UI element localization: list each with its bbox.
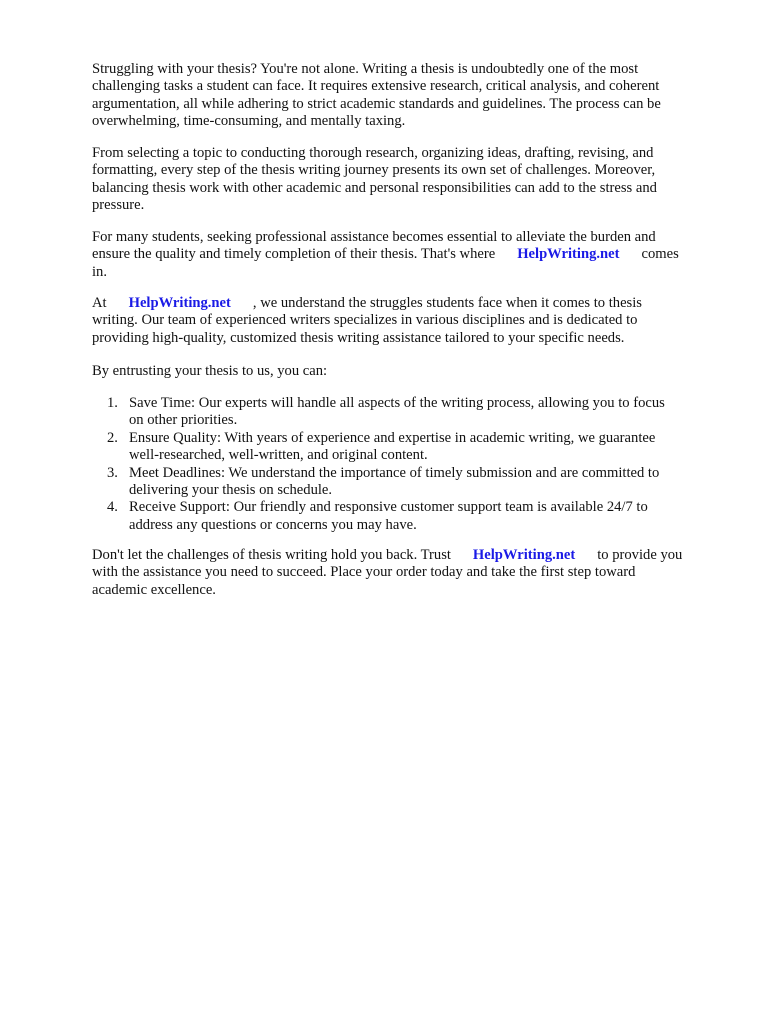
list-number: 4. [107,499,118,516]
list-item [92,499,732,534]
text-line [92,295,732,312]
list-number: 1. [107,395,118,411]
text-line: pressure. [92,197,145,214]
list-item [92,395,732,430]
closing-paragraph [92,547,732,599]
text-segment: comes [641,246,679,263]
text-line: argumentation, all while adhering to strict academic standards and guidelines. The process can be [92,95,661,112]
text-line: Receive Support: Our friendly and responsive customer support team is available 24/7 to [129,499,648,516]
text-segment: ensure the quality and timely completion of their thesis. That's where [92,246,496,263]
about-paragraph [92,295,732,347]
text-line: From selecting a topic to conducting thorough research, organizing ideas, drafting, revising, and [92,145,654,161]
text-line: address any questions or concerns you may have. [129,516,417,533]
assistance-paragraph [92,229,732,281]
text-line: formatting, every step of the thesis writing journey presents its own set of challenges. Moreover, [92,162,656,179]
text-line: Save Time: Our experts will handle all aspects of the writing process, allowing you to focus [129,395,665,411]
text-line [92,547,732,564]
text-line: providing high-quality, customized thesis writing assistance tailored to your specific needs. [92,329,625,346]
text-line: overwhelming, time-consuming, and mentally taxing. [92,113,406,130]
text-line: balancing thesis work with other academic and personal responsibilities can add to the stress and [92,179,657,196]
text-segment: to provide you [597,547,683,563]
text-line: with the assistance you need to succeed. Place your order today and take the first step toward [92,564,636,581]
text-segment: At [92,295,107,311]
intro-paragraph [92,61,732,131]
text-line: Meet Deadlines: We understand the importance of timely submission and are committed to [129,464,660,481]
text-segment: Don't let the challenges of thesis writing hold you back. Trust [92,547,451,563]
list-item [92,465,732,500]
list-number: 3. [107,464,118,481]
list-intro [92,363,732,380]
text-line: in. [92,263,107,280]
list-number: 2. [107,429,118,446]
text-line: delivering your thesis on schedule. [129,481,333,498]
benefits-list [92,395,732,534]
challenges-paragraph [92,145,732,215]
helpwriting-link[interactable]: HelpWriting.net [472,547,576,563]
text-line: on other priorities. [129,412,238,429]
helpwriting-link[interactable]: HelpWriting.net [517,246,620,263]
text-line: For many students, seeking professional assistance becomes essential to alleviate the burden and [92,229,656,245]
list-item [92,430,732,465]
text-line: well-researched, well-written, and original content. [129,447,428,464]
text-line: Struggling with your thesis? You're not alone. Writing a thesis is undoubtedly one of the most [92,61,639,77]
text-line: writing. Our team of experienced writers specializes in various disciplines and is dedicated to [92,312,638,329]
text-line: academic excellence. [92,581,216,598]
text-segment: , we understand the struggles students face when it comes to thesis [252,295,642,311]
text-line: By entrusting your thesis to us, you can: [92,363,328,379]
helpwriting-link[interactable]: HelpWriting.net [128,295,231,311]
text-line: challenging tasks a student can face. It requires extensive research, critical analysis, and coherent [92,78,660,95]
text-line [92,246,732,263]
text-line: Ensure Quality: With years of experience and expertise in academic writing, we guarantee [129,429,656,446]
